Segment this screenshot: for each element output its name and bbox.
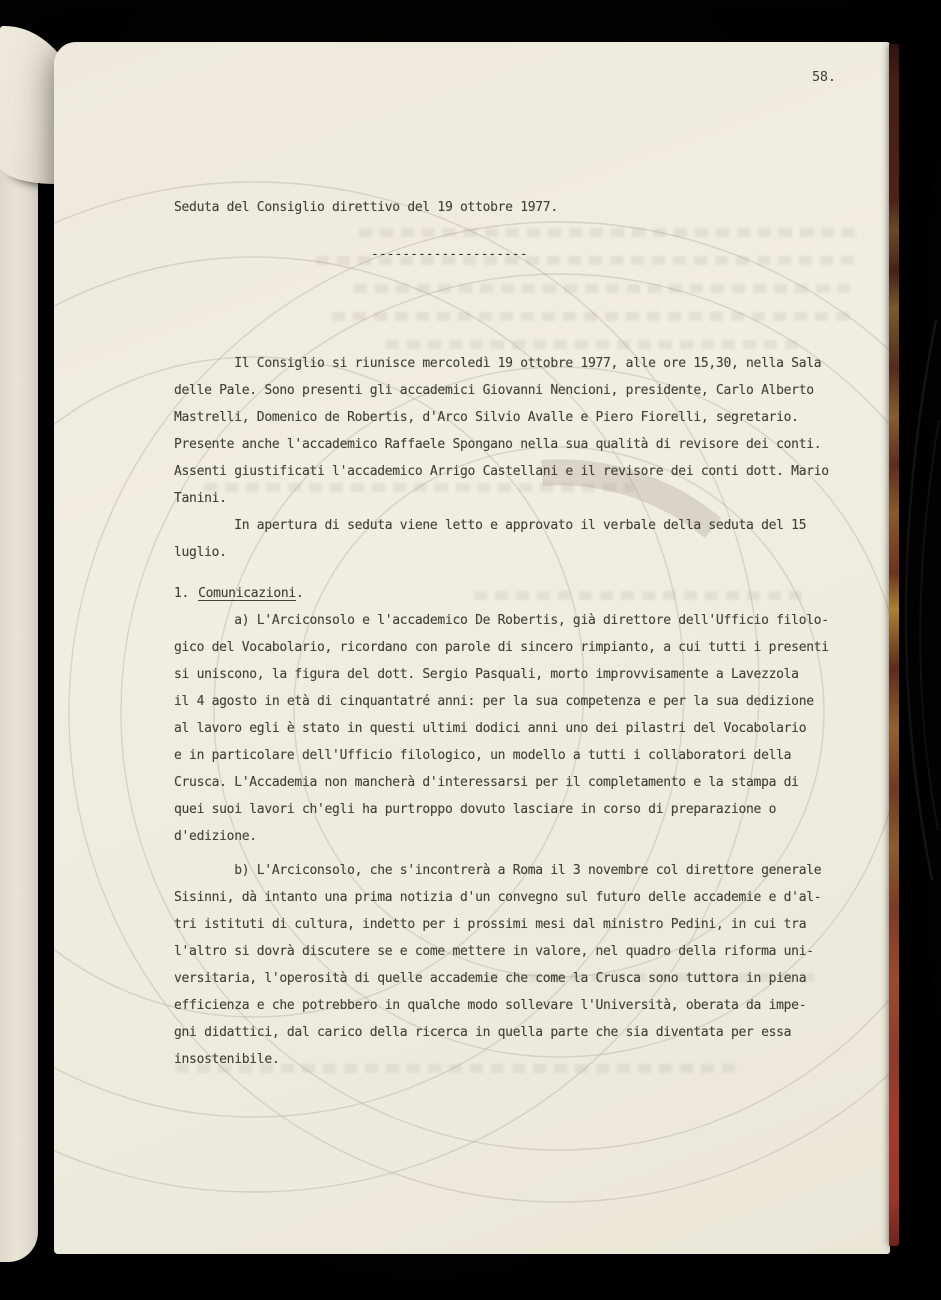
paragraph-minutes-approval bbox=[174, 512, 838, 566]
section-number: 1. bbox=[174, 586, 190, 601]
book-cover-edge bbox=[889, 44, 899, 1246]
book-page bbox=[54, 42, 890, 1254]
text-line: Presente anche l'accademico Raffaele Spongano nella sua qualità di revisore dei conti. bbox=[174, 437, 822, 452]
section-title: Comunicazioni bbox=[198, 586, 296, 601]
document-title: Seduta del Consiglio direttivo del 19 ottobre 1977. bbox=[174, 200, 558, 215]
text-line: gico del Vocabolario, ricordano con parole di sincero rimpianto, a cui tutti i presenti bbox=[174, 640, 829, 655]
document-content bbox=[174, 194, 838, 1073]
text-line: Il Consiglio si riunisce mercoledì 19 ottobre 1977, alle ore 15,30, nella Sala bbox=[174, 356, 822, 371]
section-heading-comunicazioni bbox=[174, 580, 838, 607]
text-line: d'edizione. bbox=[174, 829, 257, 844]
text-line: si uniscono, la figura del dott. Sergio Pasquali, morto improvvisamente a Lavezzola bbox=[174, 667, 799, 682]
text-line: Assenti giustificati l'accademico Arrigo Castellani e il revisore dei conti dott. Mario bbox=[174, 464, 829, 479]
text-line: il 4 agosto in età di cinquantatré anni: per la sua competenza e per la sua dedizione bbox=[174, 694, 814, 709]
text-line: e in particolare dell'Ufficio filologico, un modello a tutti i collaboratori della bbox=[174, 748, 792, 763]
text-line: Crusca. L'Accademia non mancherà d'interessarsi per il completamento e la stampa di bbox=[174, 775, 799, 790]
paragraph-item-b bbox=[174, 857, 838, 1073]
text-line: a) L'Arciconsolo e l'accademico De Robertis, già direttore dell'Ufficio filolo- bbox=[174, 613, 829, 628]
separator-line: -------------------- bbox=[371, 247, 528, 262]
underlying-page-edge bbox=[0, 84, 38, 1262]
text-line: b) L'Arciconsolo, che s'incontrerà a Roma il 3 novembre col direttore generale bbox=[174, 863, 822, 878]
text-line: al lavoro egli è stato in questi ultimi dodici anni uno dei pilastri del Vocabolario bbox=[174, 721, 807, 736]
text-line: insostenibile. bbox=[174, 1052, 280, 1067]
text-line: delle Pale. Sono presenti gli accademici Giovanni Nencioni, presidente, Carlo Alberto bbox=[174, 383, 814, 398]
text-line: quei suoi lavori ch'egli ha purtroppo dovuto lasciare in corso di preparazione o bbox=[174, 802, 777, 817]
section-title-period: . bbox=[295, 586, 304, 601]
text-line: l'altro si dovrà discutere se e come mettere in valore, nel quadro della riforma uni- bbox=[174, 944, 814, 959]
paragraph-item-a bbox=[174, 607, 838, 850]
page-number: 58. bbox=[812, 69, 836, 85]
text-line: luglio. bbox=[174, 545, 227, 560]
paragraph-attendance bbox=[174, 350, 838, 512]
text-line: tri istituti di cultura, indetto per i prossimi mesi dal ministro Pedini, in cui tra bbox=[174, 917, 807, 932]
text-line: Sisinni, dà intanto una prima notizia d'un convegno sul futuro delle accademie e d'al- bbox=[174, 890, 822, 905]
text-line: Tanini. bbox=[174, 491, 227, 506]
text-line: versitaria, l'operosità di quelle accademie che come la Crusca sono tuttora in piena bbox=[174, 971, 807, 986]
text-line: efficienza e che potrebbero in qualche modo sollevare l'Università, oberata da impe- bbox=[174, 998, 807, 1013]
text-line: gni didattici, dal carico della ricerca in quella parte che sia diventata per essa bbox=[174, 1025, 792, 1040]
text-line: In apertura di seduta viene letto e approvato il verbale della seduta del 15 bbox=[174, 518, 807, 533]
text-line: Mastrelli, Domenico de Robertis, d'Arco Silvio Avalle e Piero Fiorelli, segretario. bbox=[174, 410, 799, 425]
